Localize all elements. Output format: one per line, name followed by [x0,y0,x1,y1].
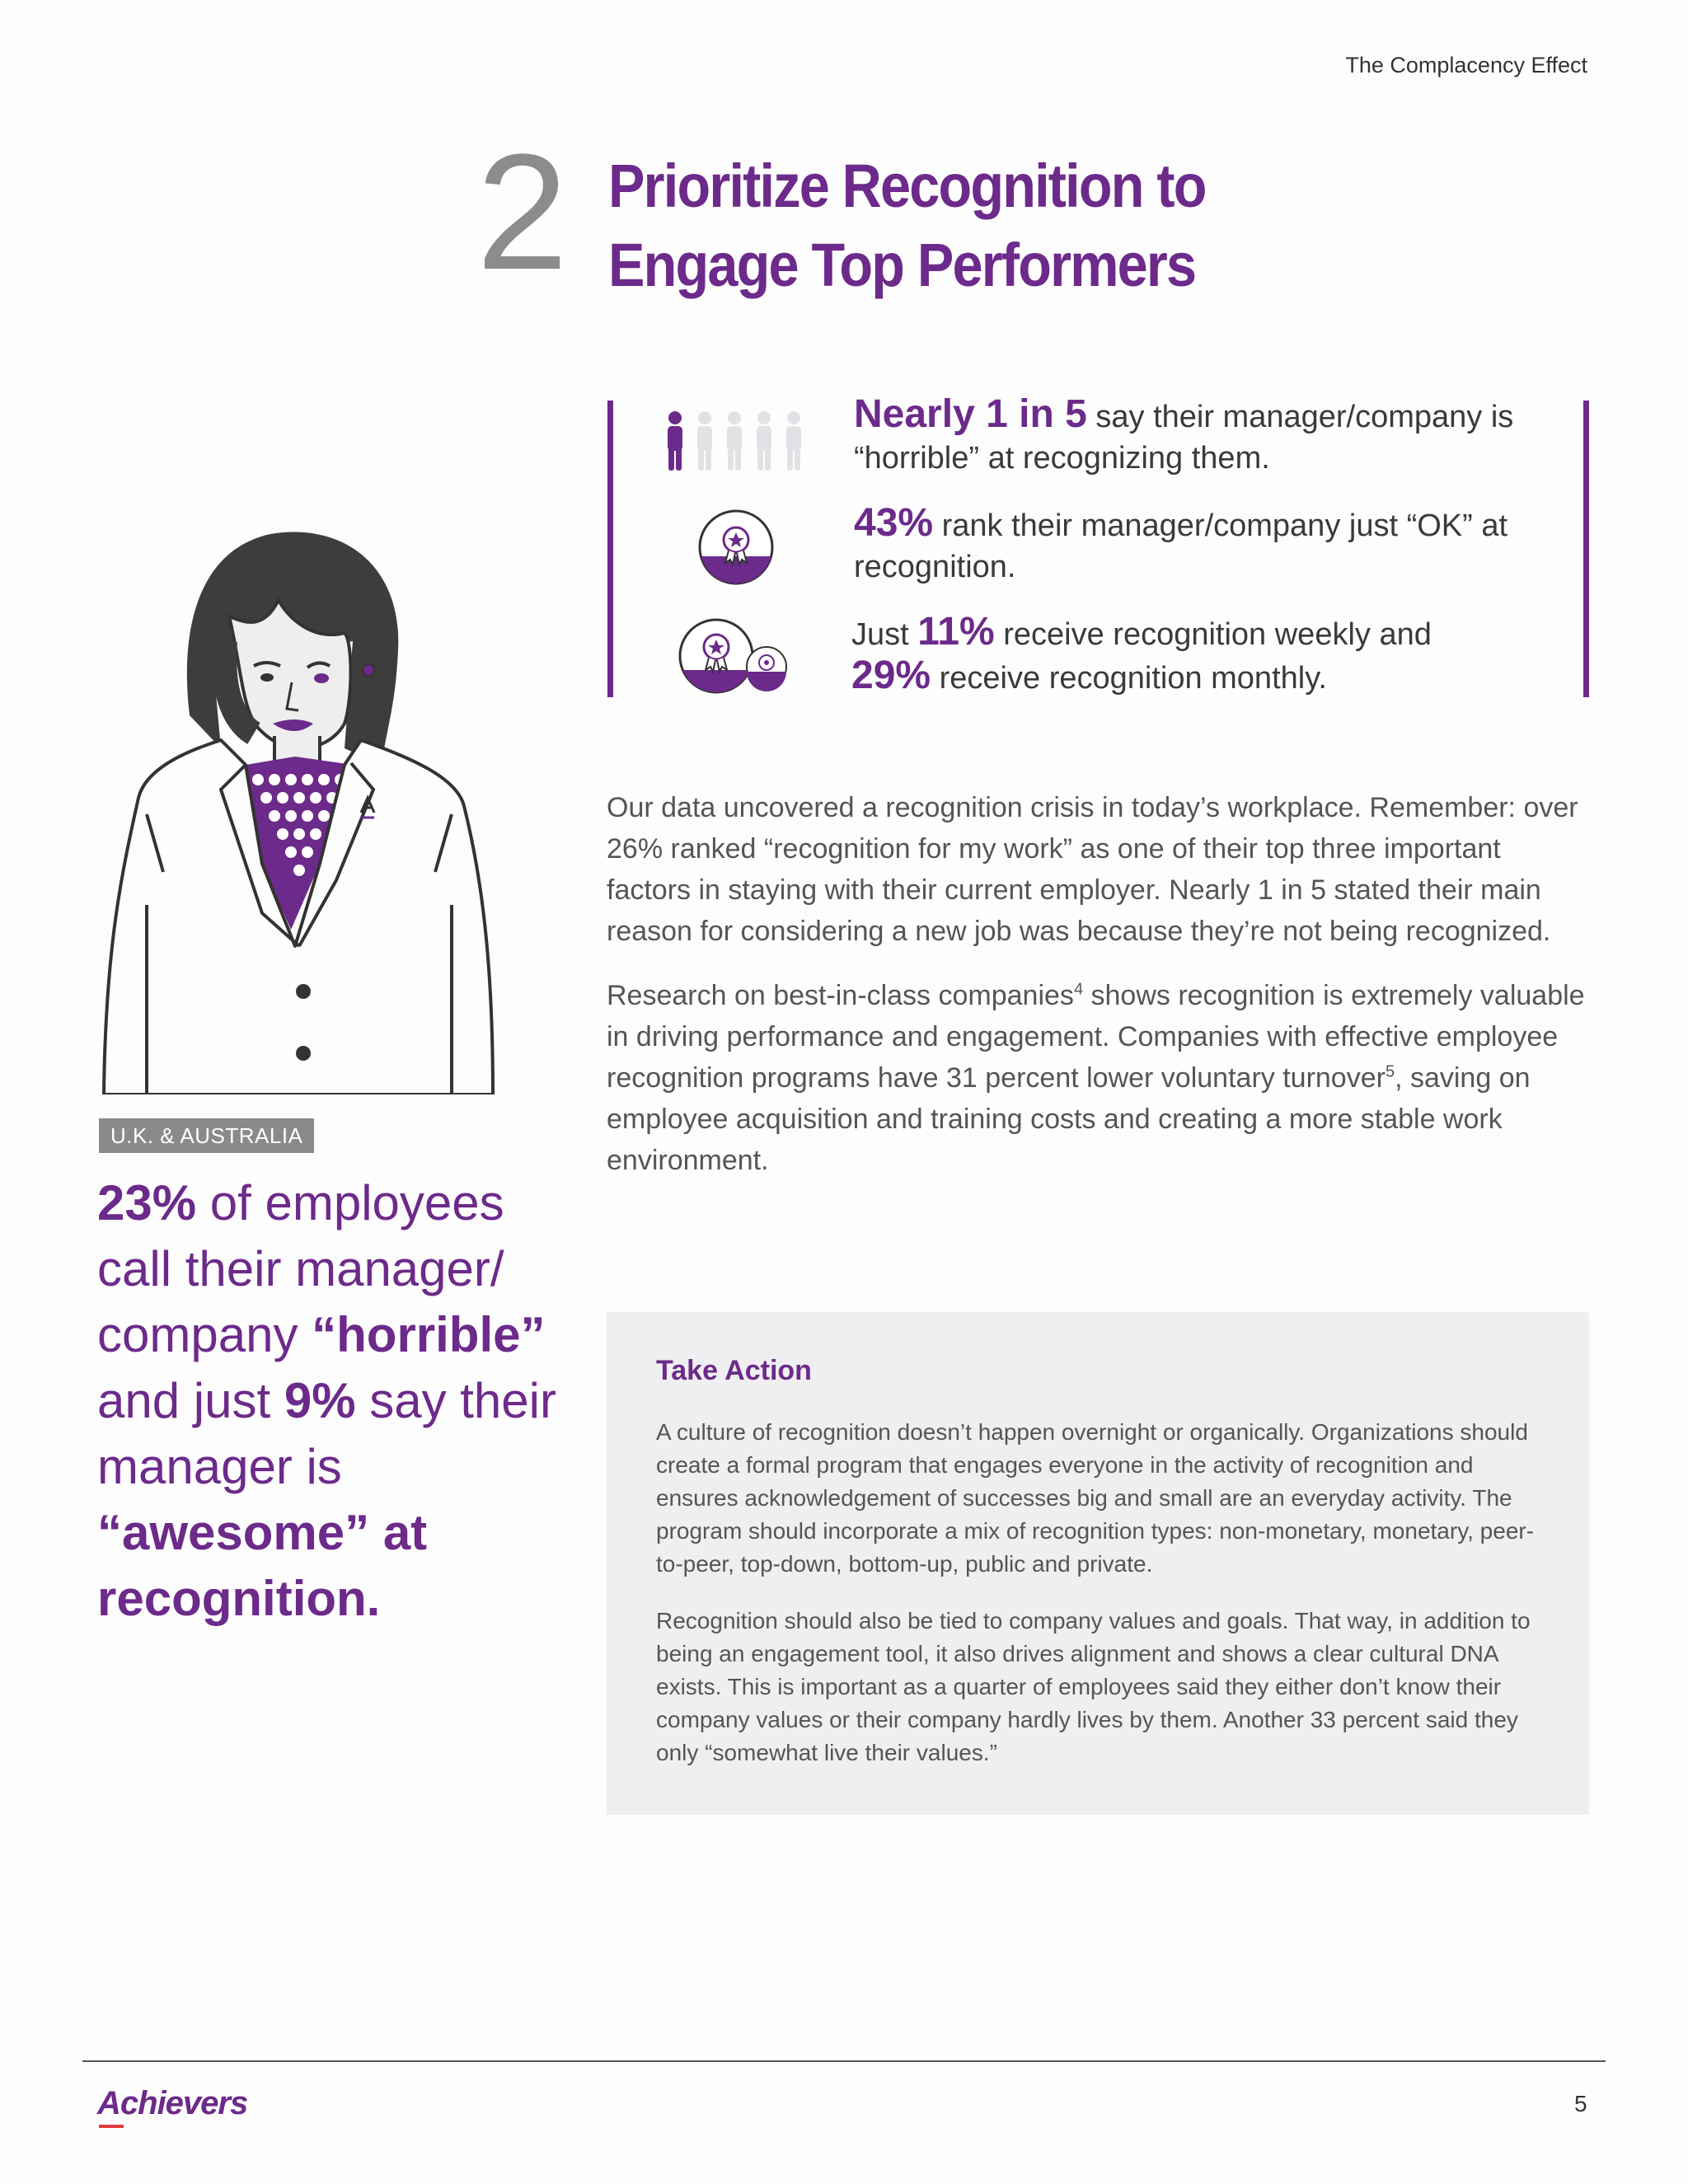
stat-3-highlight: 11% [917,610,995,654]
stat-3-text-2: receive recognition monthly. [931,661,1327,696]
stat-3-text: receive recognition weekly and [994,617,1432,652]
stats-left-rule [607,401,613,697]
callout-part-6: say their manager is [97,1373,556,1494]
callout-part-3: “horrible” [312,1307,546,1362]
stat-frequency [851,612,1577,699]
woman-illustration [97,518,501,1094]
callout-part-4: and just [97,1373,284,1428]
footnote-ref-4: 4 [1073,980,1084,999]
section-heading-line-1: Prioritize Recognition to [608,152,1206,220]
callout-part-2: of employees call their manager/ company [97,1175,504,1362]
body-text [607,787,1587,1204]
section-heading [608,147,1276,305]
body-p2-part-a: Research on best-in-class companies [607,980,1074,1011]
stat-3-highlight-2: 29% [851,654,931,697]
award-badges-icon [678,617,790,696]
stat-3-prefix: Just [851,617,918,652]
page-number: 5 [1574,2091,1587,2116]
sidebar-callout [97,1170,592,1632]
body-paragraph-1: Our data uncovered a recognition crisis in today’s workplace. Remember: over 26% ranked “recognition for my work” as one of their top three important factors in staying with their current employer. Nearly 1 in 5 stated their main reason for considering a new job was because they’re not being recognized. [607,792,1578,947]
stat-2-text: rank their manager/company just “OK” at recognition. [854,509,1508,584]
take-action-box [607,1312,1589,1815]
logo-accent-bar [99,2125,124,2128]
stats-right-rule [1583,401,1589,697]
stat-1-highlight: Nearly 1 in 5 [854,392,1087,436]
person-highlighted-icon [668,411,682,471]
take-action-body [656,1416,1546,1793]
callout-part-5: 9% [284,1373,356,1428]
stat-2-highlight: 43% [854,501,934,545]
achievers-logo: Achievers [97,2085,248,2121]
document-title: The Complacency Effect [1345,53,1587,77]
take-action-paragraph-1: A culture of recognition doesn’t happen overnight or organically. Organizations should create a formal program that engages everyone in the activity of recognition and ensures acknowledgement of successes big and small are an everyday activity. The program should incorporate a mix of recognition types: non-monetary, monetary, peer-to-peer, top-down, bottom-up, public and private. [656,1419,1535,1577]
section-heading-line-2: Engage Top Performers [608,231,1196,299]
footer-rule [82,2060,1606,2062]
callout-part-7: “awesome” at recognition. [97,1505,428,1626]
footnote-ref-5: 5 [1385,1062,1395,1081]
section-number: 2 [476,120,569,304]
take-action-title: Take Action [656,1355,812,1386]
stat-horrible [854,394,1579,479]
body-paragraph-2 [607,975,1587,1181]
callout-part-1: 23% [97,1175,197,1230]
award-badge-icon [697,509,775,586]
region-tag: U.K. & AUSTRALIA [99,1118,314,1153]
stat-ok [854,503,1579,588]
take-action-paragraph-2: Recognition should also be tied to company values and goals. That way, in addition to being an engagement tool, it also drives alignment and shows a clear cultural DNA exists. This is important as a quarter of employees said they either don’t know their company values or their company hardly lives by them. Another 33 percent said they only “somewhat live their values.” [656,1608,1531,1765]
stat-1-text: say their manager/company is “horrible” at recognizing them. [854,400,1514,476]
body-p2-part-b: shows recognition is extremely valuable in driving performance and engagement. Companies with effective employee recognition programs have 31 percent lower voluntary turnover [607,980,1585,1094]
people-fraction-icon [659,408,816,478]
body-p2-part-c: , saving on employee acquisition and training costs and creating a more stable work environment. [607,1062,1531,1176]
